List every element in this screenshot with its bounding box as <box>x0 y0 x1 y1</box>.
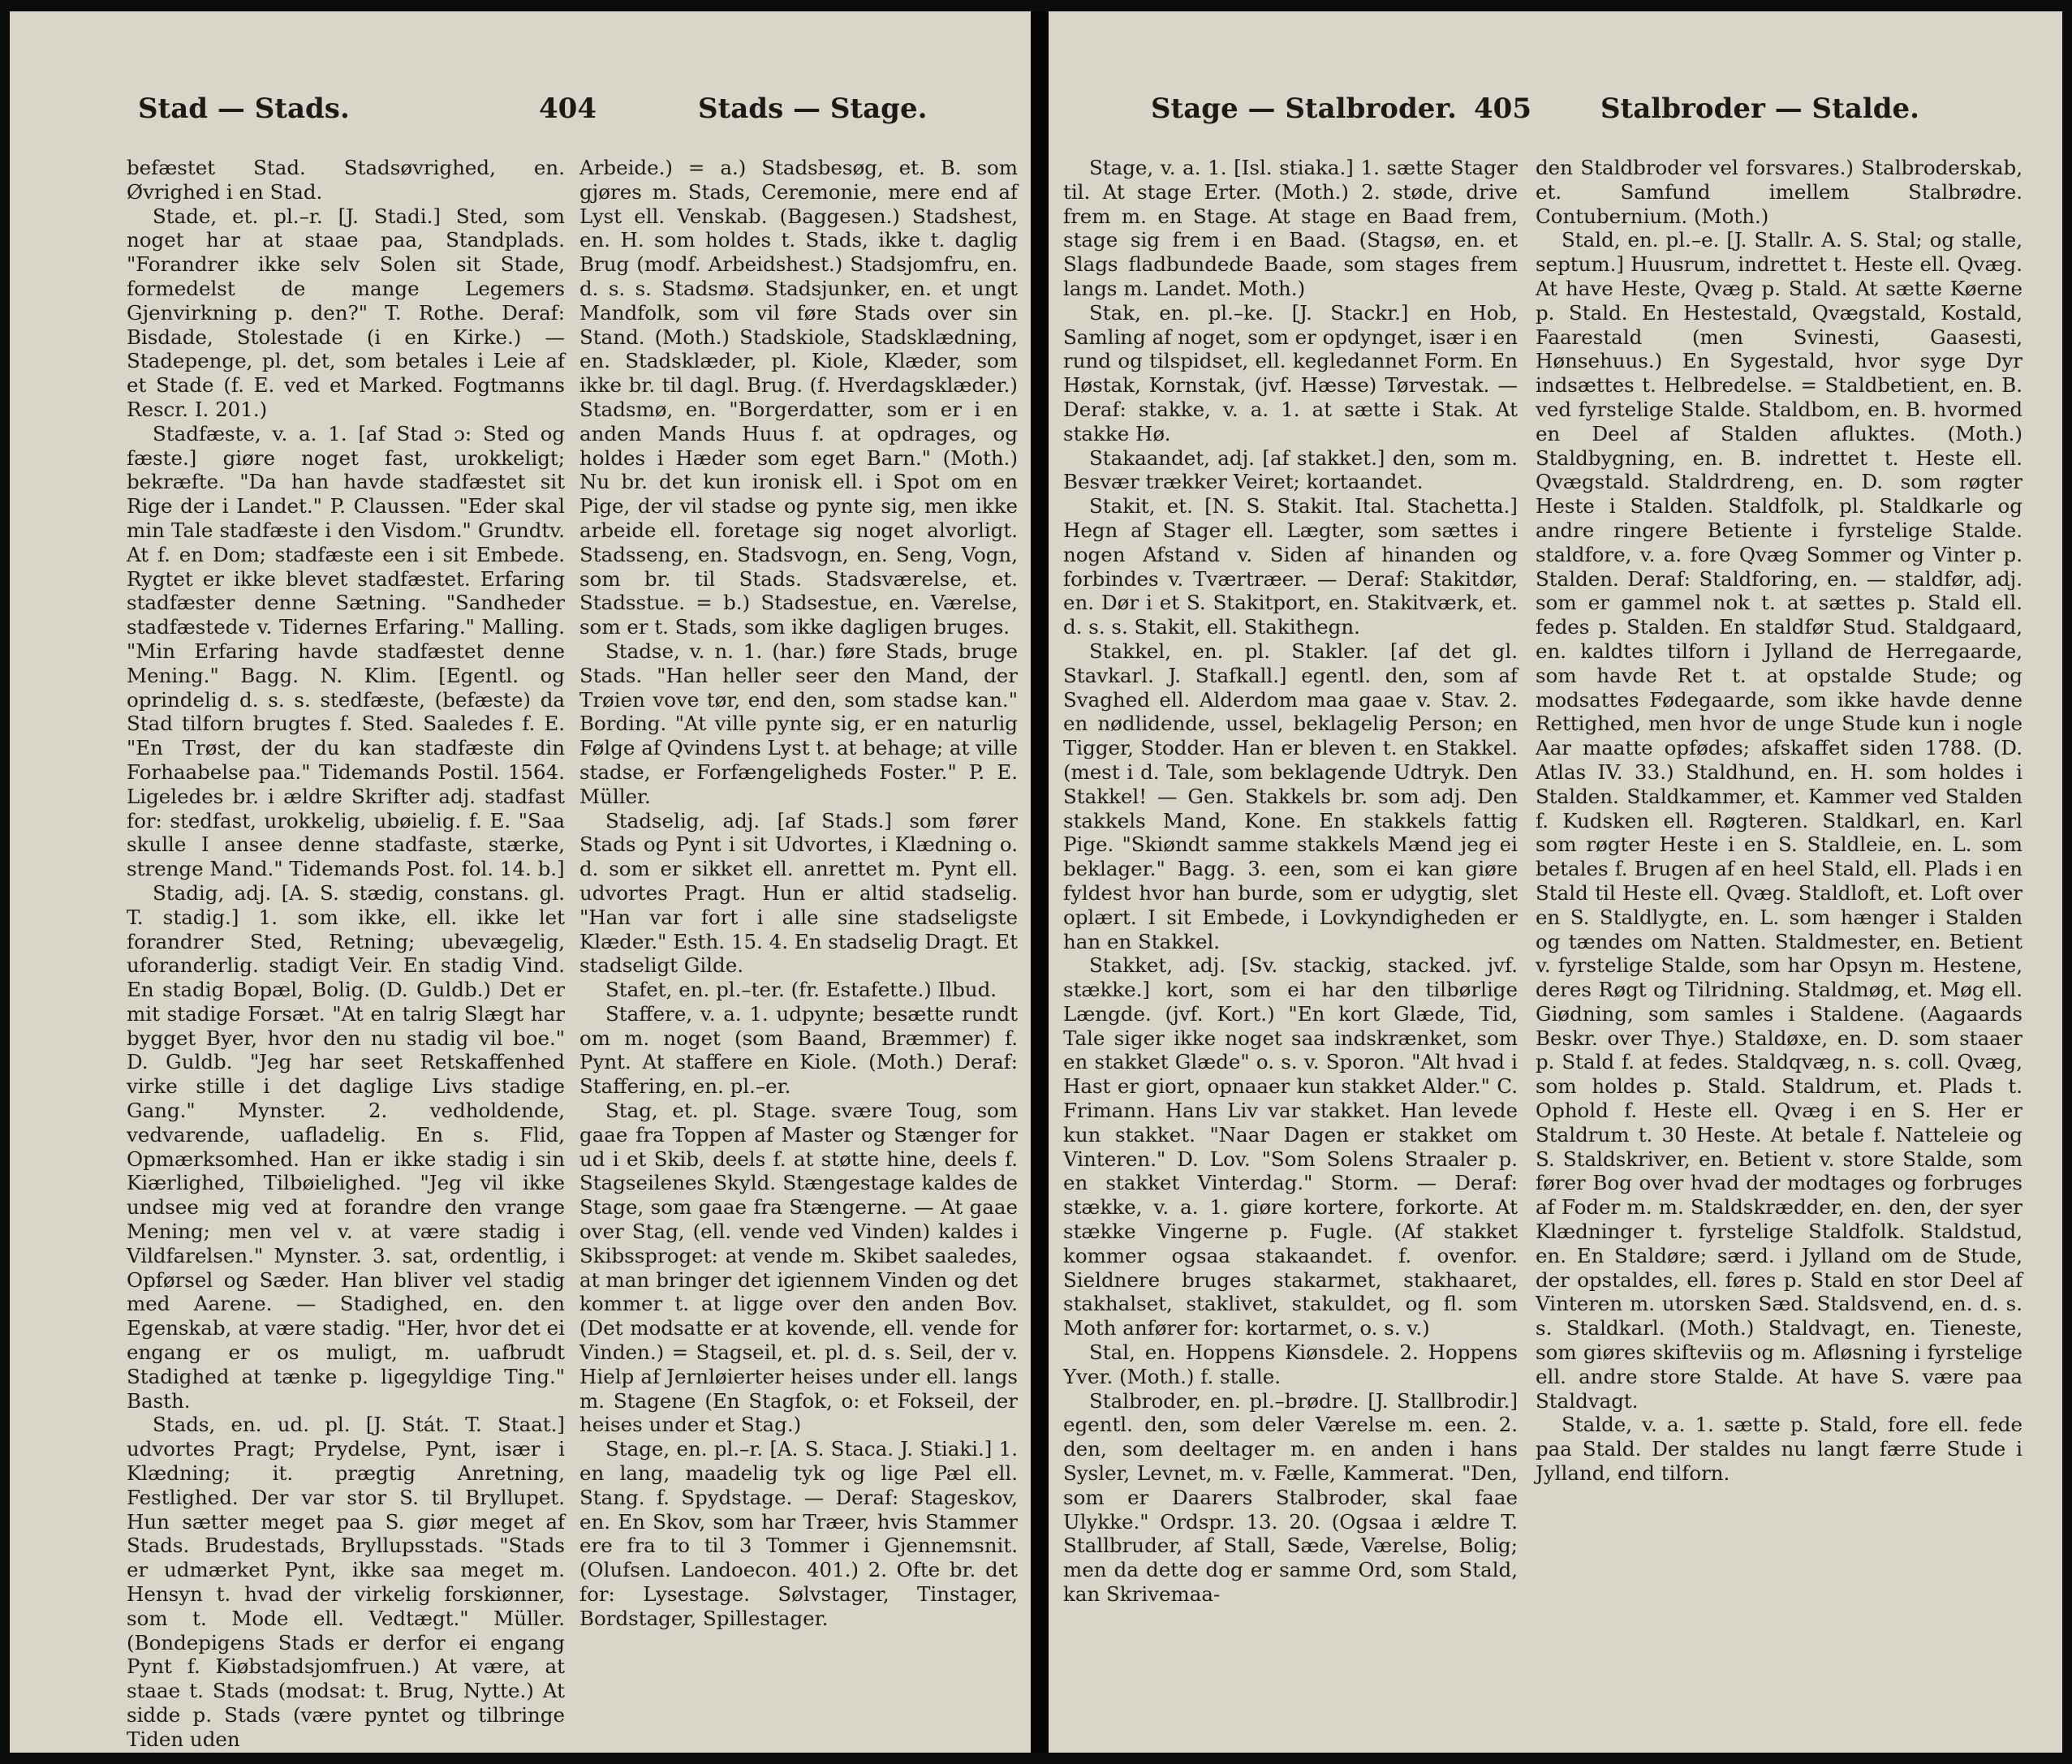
dictionary-entry: Stag, et. pl. Stage. svære Toug, som gaae fra Toppen af Master og Stænger for ud i et Skib, deels f. at støtte hine, deels f. Stagseilenes Skyld. Stængestage kaldes de Stage, som gaae fra Stængerne. — At gaae over Stag, (ell. vende ved Vinden) kaldes i Skibssproget: at vende m. Skibet saaledes, at man bringer det igiennem Vinden og det kommer t. at ligge over den anden Bov. (Det modsatte er at kovende, ell. vende for Vinden.) = Stagseil, et. pl. d. s. Seil, der v. Hielp af Jernløierter heises under ell. langs m. Stagene (En Stagfok, o: et Fokseil, der heises under et Stag.) <box>579 1099 1018 1437</box>
right-page <box>1049 11 2062 1753</box>
dictionary-entry: Stadselig, adj. [af Stads.] som fører Stads og Pynt i sit Udvortes, i Klædning o. d. som er sikket ell. anrettet m. Pynt ell. udvortes Pragt. Hun er altid stadselig. "Han var fort i alle sine stadseligste Klæder." Esth. 15. 4. En stadselig Dragt. Et stadseligt Gilde. <box>579 808 1018 978</box>
dictionary-entry: Stalde, v. a. 1. sætte p. Stald, fore ell. fede paa Stald. Der staldes nu langt færre Stude i Jylland, end tilforn. <box>1536 1413 2022 1486</box>
right-header-guideword-left: Stage — Stalbroder. <box>1151 93 1457 125</box>
dictionary-entry: Stage, en. pl.–r. [A. S. Staca. J. Stiaki.] 1. en lang, maadelig tyk og lige Pæl ell. Stang. f. Spydstage. — Deraf: Stageskov, en. En Skov, som har Træer, hvis Stammer ere fra to til 3 Tommer i Gjennemsnit. (Olufsen. Landoecon. 401.) 2. Ofte br. det for: Lysestage. Sølvstager, Tinstager, Bordstager, Spillestager. <box>579 1437 1018 1630</box>
dictionary-entry: Stadig, adj. [A. S. stædig, constans. gl. T. stadig.] 1. som ikke, ell. ikke let forandrer Sted, Retning; ubevægelig, uforanderlig. stadigt Veir. En stadig Vind. En stadig Bopæl, Bolig. (D. Guldb.) Det er mit stadige Forsæt. "At en talrig Slægt har bygget Byer, hvor den nu stadig vil boe." D. Guldb. "Jeg har seet Retskaffenhed virke stille i det daglige Livs stadige Gang." Mynster. 2. vedholdende, vedvarende, uafladelig. En s. Flid, Opmærksomhed. Han er ikke stadig i sin Kiærlighed, Tilbøielighed. "Jeg vil ikke undsee mig ved at forandre den vrange Mening; men vel v. at være stadig i Vildfarelsen." Mynster. 3. sat, ordentlig, i Opførsel og Sæder. Han bliver vel stadig med Aarene. — Stadighed, en. den Egenskab, at være stadig. "Her, hvor det ei engang er os muligt, m. uafbrudt Stadighed at tænke p. ligegyldige Ting." Basth. <box>127 880 565 1413</box>
left-header-guideword-left: Stad — Stads. <box>138 93 350 125</box>
dictionary-entry: Stalbroder, en. pl.–brødre. [J. Stallbrodir.] egentl. den, som deler Værelse m. een. 2. den, som deeltager m. en anden i hans Sysler, Levnet, m. v. Fælle, Kammerat. "Den, som er Daarers Stalbroder, skal faae Ulykke." Ordspr. 13. 20. (Ogsaa i ældre T. Stallbruder, af Stall, Sæde, Værelse, Bolig; men da dette dog er samme Ord, som Stald, kan Skrivemaa- <box>1063 1388 1518 1607</box>
dictionary-entry: Stakket, adj. [Sv. stackig, stacked. jvf. stække.] kort, som ei har den tilbørlige Længde. (jvf. Kort.) "En kort Glæde, Tid, Tale siger ikke noget saa indskrænket, som en stakket Glæde" o. s. v. Sporon. "Alt hvad i Hast er giort, opnaaer kun stakket Alder." C. Frimann. Hans Liv var stakket. Han levede kun stakket. "Naar Dagen er stakket om Vinteren." D. Lov. "Som Solens Straaler p. en stakket Vinterdag." Storm. — Deraf: stække, v. a. 1. giøre kortere, forkorte. At stække Vingerne p. Fugle. (Af stakket kommer ogsaa stakaandet. f. ovenfor. Sieldnere bruges stakarmet, stakhaaret, stakhalset, staklivet, stakuldet, og fl. som Moth anfører for: kortarmet, o. s. v.) <box>1063 953 1518 1340</box>
dictionary-entry: Stads, en. ud. pl. [J. Stát. T. Staat.] udvortes Pragt; Prydelse, Pynt, især i Klædning; it. prægtig Anretning, Festlighed. Der var stor S. til Bryllupet. Hun sætter meget paa S. giør meget af Stads. Brudestads, Bryllupsstads. "Stads er udmærket Pynt, ikke saa meget m. Hensyn t. hvad der virkelig forskiønner, som t. Mode ell. Vedtægt." Müller. (Bondepigens Stads er derfor ei engang Pynt f. Kiøbstadsjomfruen.) At være, at staae t. Stads (modsat: t. Brug, Nytte.) At sidde p. Stads (være pyntet og tilbringe Tiden uden <box>127 1413 565 1751</box>
left-column-1 <box>127 156 565 1751</box>
dictionary-entry: befæstet Stad. Stadsøvrighed, en. Øvrighed i en Stad. <box>127 156 565 204</box>
left-header-guideword-right: Stads — Stage. <box>698 93 928 125</box>
left-column-2 <box>579 156 1018 1697</box>
right-column-1 <box>1063 156 1518 1697</box>
dictionary-entry: Stak, en. pl.–ke. [J. Stackr.] en Hob, Samling af noget, som er opdynget, især i en rund og tilspidset, ell. kegledannet Form. En Høstak, Kornstak, (jvf. Hæsse) Tørvestak. — Deraf: stakke, v. a. 1. at sætte i Stak. At stakke Hø. <box>1063 300 1518 445</box>
dictionary-entry: Stage, v. a. 1. [Isl. stiaka.] 1. sætte Stager til. At stage Erter. (Moth.) 2. støde, drive frem m. en Stage. At stage en Baad frem, stage sig frem i en Baad. (Stagsø, en. et Slags fladbundede Baade, som stages frem langs m. Landet. Moth.) <box>1063 156 1518 300</box>
dictionary-entry: Staffere, v. a. 1. udpynte; besætte rundt om m. noget (som Baand, Bræmmer) f. Pynt. At staffere en Kiole. (Moth.) Deraf: Staffering, en. pl.–er. <box>579 1001 1018 1099</box>
dictionary-entry: Stakit, et. [N. S. Stakit. Ital. Stachetta.] Hegn af Stager ell. Lægter, som sættes i nogen Afstand v. Siden af hinanden og forbindes v. Tværtræer. — Deraf: Stakitdør, en. Dør i et S. Stakitport, en. Stakitværk, et. d. s. s. Stakit, ell. Stakithegn. <box>1063 494 1518 639</box>
dictionary-entry: Stald, en. pl.–e. [J. Stallr. A. S. Stal; og stalle, septum.] Huusrum, indrettet t. Heste ell. Qvæg. At have Heste, Qvæg p. Stald. At sætte Køerne p. Stald. En Hestestald, Qvægstald, Kostald, Faarestald (men Svinesti, Gaasesti, Hønsehuus.) En Sygestald, hvor syge Dyr indsættes t. Helbredelse. = Staldbetient, en. B. ved fyrstelige Stalde. Staldbom, en. B. hvormed en Deel af Stalden afluktes. (Moth.) Staldbygning, en. B. indrettet t. Heste ell. Qvægstald. Staldrdreng, en. D. som røgter Heste i Stalden. Staldfolk, pl. Staldkarle og andre ringere Betiente i fyrstelige Stalde. staldfore, v. a. fore Qvæg Sommer og Vinter p. Stalden. Deraf: Staldforing, en. — staldfør, adj. som er gammel nok t. at sættes p. Stald ell. fedes p. Stalden. En staldfør Stud. Staldgaard, en. kaldtes tilforn i Jylland de Herregaarde, som havde Ret t. at opstalde Stude; og modsattes Fødegaarde, som ikke havde denne Rettighed, men hvor de unge Stude kun i nogle Aar maatte opfødes; afskaffet siden 1788. (D. Atlas IV. 33.) Staldhund, en. H. som holdes i Stalden. Staldkammer, et. Kammer ved Stalden f. Kudsken ell. Røgteren. Staldkarl, en. Karl som røgter Heste i en S. Staldleie, en. L. som betales f. Brugen af en heel Stald, ell. Plads i en Stald til Heste ell. Qvæg. Staldloft, et. Loft over en S. Staldlygte, en. L. som hænger i Stalden og tændes om Natten. Staldmester, en. Betient v. fyrstelige Stalde, som har Opsyn m. Hestene, deres Røgt og Tilridning. Staldmøg, et. Møg ell. Giødning, som samles i Staldene. (Aagaards Beskr. over Thye.) Staldøxe, en. D. som staaer p. Stald f. at fedes. Staldqvæg, n. s. coll. Qvæg, som holdes p. Stald. Staldrum, et. Plads t. Ophold f. Heste ell. Qvæg i en S. Her er Staldrum t. 30 Heste. At betale f. Natteleie og S. Staldskriver, en. Betient v. store Stalde, som fører Bog over hvad der modtages og forbruges af Foder m. m. Staldskrædder, en. den, der syer Klædninger t. fyrstelige Staldfolk. Staldstud, en. En Staldøre; særd. i Jylland om de Stude, der opstaldes, ell. føres p. Stald en stor Deel af Vinteren m. utorsken Sæd. Staldsvend, en. d. s. s. Staldkarl. (Moth.) Staldvagt, en. Tieneste, som giøres skifteviis og m. Afløsning i fyrstelige ell. andre store Stalde. At have S. være paa Staldvagt. <box>1536 228 2022 1413</box>
book-gutter <box>1031 11 1049 1753</box>
left-page-header <box>10 93 1031 141</box>
dictionary-entry: Arbeide.) = a.) Stadsbesøg, et. B. som gjøres m. Stads, Ceremonie, mere end af Lyst ell. Venskab. (Baggesen.) Stadshest, en. H. som holdes t. Stads, ikke t. daglig Brug (modf. Arbeidshest.) Stadsjomfru, en. d. s. s. Stadsmø. Stadsjunker, en. et ungt Mandfolk, som vil føre Stads over sin Stand. (Moth.) Stadskiole, Stadsklædning, en. Stadsklæder, pl. Kiole, Klæder, som ikke br. til dagl. Brug. (f. Hverdagsklæder.) Stadsmø, en. "Borgerdatter, som er i en anden Mands Huus f. at opdrages, og holdes i Hæder som eget Barn." (Moth.) Nu br. det kun ironisk ell. i Spot om en Pige, der vil stadse og pynte sig, men ikke arbeide ell. foretage sig noget alvorligt. Stadsseng, en. Stadsvogn, en. Seng, Vogn, som br. til Stads. Stadsværelse, et. Stadsstue. = b.) Stadsestue, en. Værelse, som er t. Stads, som ikke dagligen bruges. <box>579 156 1018 639</box>
right-header-guideword-right: Stalbroder — Stalde. <box>1600 93 1920 125</box>
dictionary-entry: Stadfæste, v. a. 1. [af Stad ɔ: Sted og fæste.] giøre noget fast, urokkeligt; bekræfte. "Da han havde stadfæstet sit Rige der i Landet." P. Claussen. "Eder skal min Tale stadfæste i den Visdom." Grundtv. At f. en Dom; stadfæste een i sit Embede. Rygtet er ikke blevet stadfæstet. Erfaring stadfæster denne Sætning. "Sandheder stadfæstede v. Tidernes Erfaring." Malling. "Min Erfaring havde stadfæstet denne Mening." Bagg. N. Klim. [Egentl. og oprindelig d. s. s. stedfæste, (befæste) da Stad tilforn brugtes f. Sted. Saaledes f. E. "En Trøst, der du kan stadfæste din Forhaabelse paa." Tidemands Postil. 1564. Ligeledes br. i ældre Skrifter adj. stadfast for: stedfast, urokkelig, ubøielig. f. E. "Saa skulle I ansee denne stadfaste, stærke, strenge Mand." Tidemands Post. fol. 14. b.] <box>127 421 565 881</box>
dictionary-entry: Stafet, en. pl.–ter. (fr. Estafette.) Ilbud. <box>605 978 997 1002</box>
dictionary-entry: Stade, et. pl.–r. [J. Stadi.] Sted, som noget har at staae paa, Standplads. "Forandrer ikke selv Solen sit Stade, formedelst de mange Legemers Gjenvirkning p. den?" T. Rothe. Deraf: Bisdade, Stolestade (i en Kirke.) — Stadepenge, pl. det, som betales i Leie af et Stade (f. E. ved et Marked. Fogtmanns Rescr. I. 201.) <box>127 204 565 421</box>
left-page-number: 404 <box>539 93 597 125</box>
dictionary-entry: Stakaandet, adj. [af stakket.] den, som m. Besvær trækker Veiret; kortaandet. <box>1063 445 1518 494</box>
dictionary-entry: Stakkel, en. pl. Stakler. [af det gl. Stavkarl. J. Stafkall.] egentl. den, som af Svaghed ell. Alderdom maa gaae v. Stav. 2. en nødlidende, ussel, beklagelig Person; en Tigger, Stodder. Han er bleven t. en Stakkel. (mest i d. Tale, som beklagende Udtryk. Den Stakkel! — Gen. Stakkels br. som adj. Den stakkels Mand, Kone. En stakkels fattig Pige. "Skiøndt sammе stakkels Mænd jeg ei beklager." Bagg. 3. een, som ei kan giøre fyldest hvor han burde, som er udygtig, slet oplært. I sit Embede, i Lovkyndigheden er han en Stakkel. <box>1063 639 1518 953</box>
dictionary-entry: Stal, en. Hoppens Kiønsdele. 2. Hoppens Yver. (Moth.) f. stalle. <box>1063 1340 1518 1388</box>
right-page-number: 405 <box>1474 93 1531 125</box>
dictionary-entry: den Staldbroder vel forsvares.) Stalbroderskab, et. Samfund imellem Stalbrødre. Contubernium. (Moth.) <box>1536 156 2022 228</box>
left-page <box>10 11 1031 1753</box>
right-column-2 <box>1536 156 2022 1697</box>
dictionary-entry: Stadse, v. n. 1. (har.) føre Stads, bruge Stads. "Han heller seer den Mand, der Trøien vove tør, end den, som stadse kan." Bording. "At ville pynte sig, er en naturlig Følge af Qvindens Lyst t. at behage; at ville stadse, er Forfængeligheds Foster." P. E. Müller. <box>579 639 1018 808</box>
right-page-header <box>1049 93 2062 141</box>
